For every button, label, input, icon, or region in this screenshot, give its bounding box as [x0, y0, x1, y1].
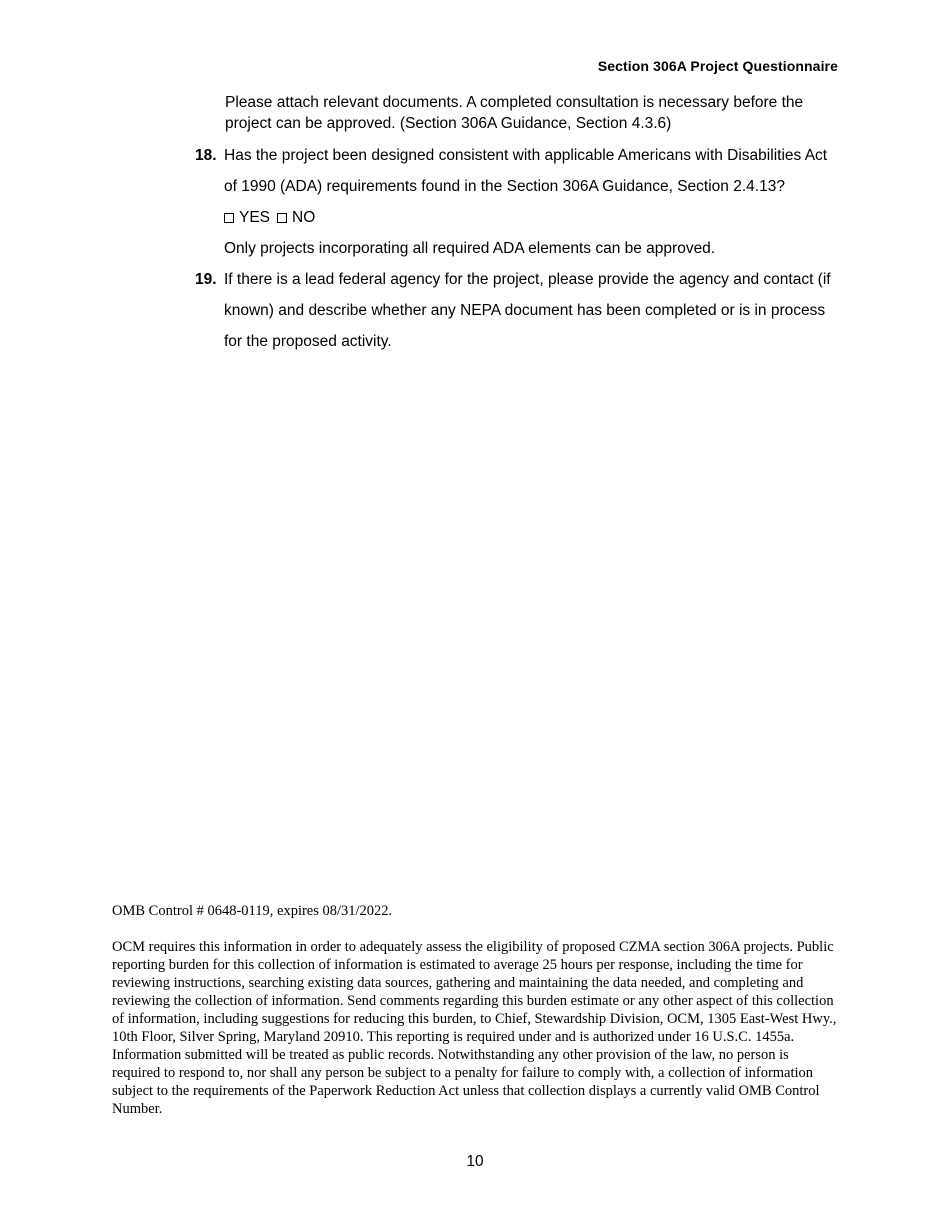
- yes-checkbox[interactable]: [224, 213, 234, 223]
- question-text-line: If there is a lead federal agency for the project, please provide the agency and contact (if: [224, 271, 831, 288]
- question-number: 18.: [195, 147, 217, 164]
- question-19: [195, 264, 845, 357]
- question-18: [195, 140, 845, 264]
- question-note: Only projects incorporating all required ADA elements can be approved.: [224, 240, 716, 257]
- attachment-instructions: Please attach relevant documents. A completed consultation is necessary before the project can be approved. (Section 306A Guidance, Section 4.3.6): [225, 94, 804, 132]
- yes-label: YES: [239, 209, 271, 226]
- question-text-line: of 1990 (ADA) requirements found in the Section 306A Guidance, Section 2.4.13?: [224, 178, 785, 195]
- omb-control-number: OMB Control # 0648-0119, expires 08/31/2022.: [112, 903, 393, 919]
- question-text-line: Has the project been designed consistent with applicable Americans with Disabilities Act: [224, 147, 828, 164]
- question-text-line: known) and describe whether any NEPA document has been completed or is in process: [224, 302, 826, 319]
- no-checkbox[interactable]: [277, 213, 287, 223]
- question-number: 19.: [195, 271, 217, 288]
- question-text-line: for the proposed activity.: [224, 333, 392, 350]
- yes-no-options: [224, 202, 845, 233]
- page-header-title: Section 306A Project Questionnaire: [597, 58, 838, 74]
- no-label: NO: [292, 209, 316, 226]
- page-number: 10: [466, 1153, 484, 1170]
- paperwork-burden-statement: OCM requires this information in order to adequately assess the eligibility of proposed CZMA section 306A projects. Public reporting burden for this collection of information is estimated to average 25 hours per response, including the time for reviewing instructions, searching existing data sources, gathering and maintaining the data needed, and completing and reviewing the collection of information. Send comments regarding this burden estimate or any other aspect of this collection of information, including suggestions for reducing this burden, to Chief, Stewardship Division, OCM, 1305 East-West Hwy., 10th Floor, Silver Spring, Maryland 20910. This reporting is required under and is authorized under 16 U.S.C. 1455a. Information submitted will be treated as public records. Notwithstanding any other provision of the law, no person is required to respond to, nor shall any person be subject to a penalty for failure to comply with, a collection of information subject to the requirements of the Paperwork Reduction Act unless that collection displays a currently valid OMB Control Number.: [112, 939, 837, 1117]
